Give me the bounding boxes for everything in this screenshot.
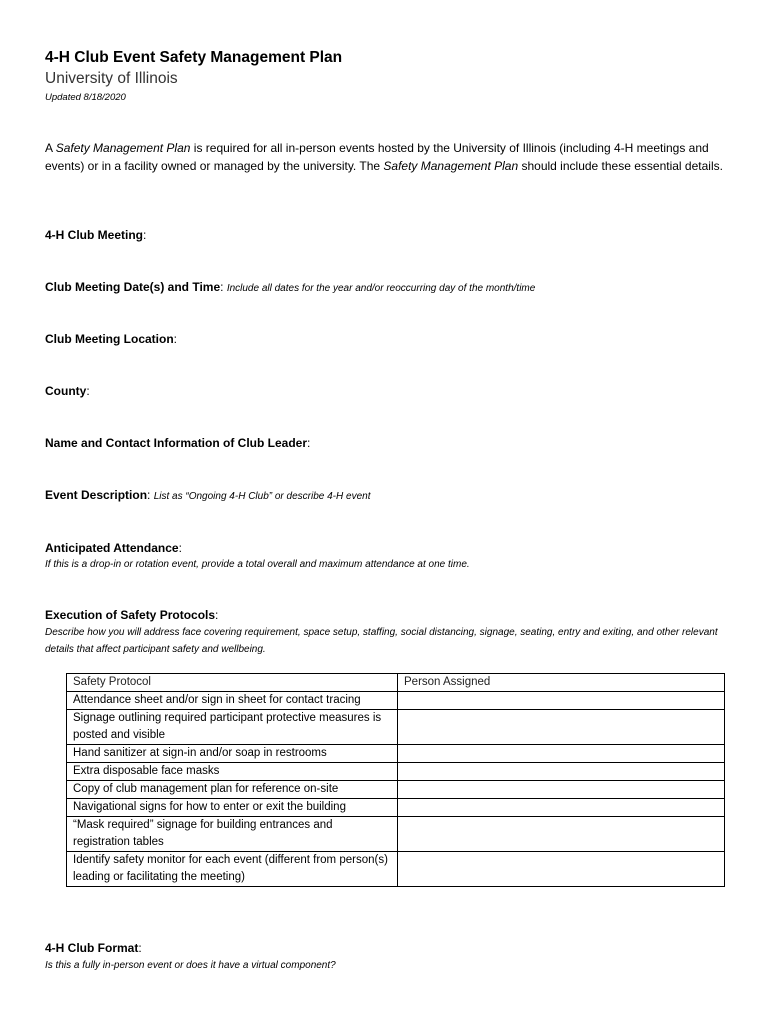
- intro-text-1: A: [45, 141, 56, 155]
- person-assigned-cell[interactable]: [398, 817, 725, 852]
- intro-paragraph: [45, 139, 735, 175]
- attendance-field: Anticipated Attendance:: [45, 541, 182, 555]
- attendance-label: Anticipated Attendance: [45, 541, 179, 555]
- person-assigned-cell[interactable]: [398, 852, 725, 887]
- protocol-cell: Copy of club management plan for reference on-site: [67, 781, 398, 799]
- execution-label: Execution of Safety Protocols: [45, 608, 216, 622]
- table-row: [67, 781, 725, 799]
- table-row: [67, 763, 725, 781]
- club-format-hint: Is this a fully in-person event or does it have a virtual component?: [45, 960, 336, 971]
- table-row: [67, 817, 725, 852]
- person-assigned-cell[interactable]: [398, 745, 725, 763]
- meeting-dates-label: Club Meeting Date(s) and Time: [45, 280, 221, 294]
- intro-text-3: should include these essential details.: [518, 159, 723, 173]
- intro-emphasis-2: Safety Management Plan: [383, 159, 519, 173]
- person-assigned-cell[interactable]: [398, 710, 725, 745]
- protocol-cell: “Mask required” signage for building entrances and registration tables: [67, 817, 398, 852]
- table-row: [67, 745, 725, 763]
- person-assigned-cell[interactable]: [398, 781, 725, 799]
- club-meeting-label: 4-H Club Meeting: [45, 228, 143, 242]
- person-assigned-cell[interactable]: [398, 763, 725, 781]
- protocol-cell: Signage outlining required participant protective measures is posted and visible: [67, 710, 398, 745]
- meeting-location-field: Club Meeting Location:: [45, 332, 178, 346]
- execution-hint: Describe how you will address face covering requirement, space setup, staffing, social distancing, signage, seating, entry and exiting, and other relevant details that affect participant safety and wellbeing.: [45, 627, 718, 655]
- protocol-cell: Attendance sheet and/or sign in sheet for contact tracing: [67, 692, 398, 710]
- meeting-dates-field: Club Meeting Date(s) and Time: Include all dates for the year and/or reoccurring day of the month/time: [45, 280, 536, 294]
- attendance-hint: If this is a drop-in or rotation event, provide a total overall and maximum attendance at one time.: [45, 559, 470, 570]
- table-row: [67, 799, 725, 817]
- county-field: County:: [45, 384, 90, 398]
- protocol-cell: Identify safety monitor for each event (different from person(s) leading or facilitating the meeting): [67, 852, 398, 887]
- header-person-assigned: Person Assigned: [398, 674, 725, 692]
- table-row: [67, 852, 725, 887]
- leader-contact-field: Name and Contact Information of Club Leader:: [45, 436, 311, 450]
- protocol-cell: Extra disposable face masks: [67, 763, 398, 781]
- event-description-field: Event Description: List as “Ongoing 4-H Club” or describe 4-H event: [45, 488, 371, 502]
- club-format-label: 4-H Club Format: [45, 941, 139, 955]
- person-assigned-cell[interactable]: [398, 692, 725, 710]
- protocol-cell: Hand sanitizer at sign-in and/or soap in restrooms: [67, 745, 398, 763]
- header-safety-protocol: Safety Protocol: [67, 674, 398, 692]
- table-row: [67, 710, 725, 745]
- document-title: 4-H Club Event Safety Management Plan: [45, 49, 343, 66]
- intro-text-2: is required for all in-person events hosted by the University of Illinois (including 4-H meetings and events) or in a facility owned or managed by the university. The: [45, 141, 709, 173]
- meeting-location-label: Club Meeting Location: [45, 332, 174, 346]
- execution-field: Execution of Safety Protocols:: [45, 608, 219, 622]
- protocol-cell: Navigational signs for how to enter or exit the building: [67, 799, 398, 817]
- table-row: [67, 692, 725, 710]
- safety-protocol-table: [66, 673, 725, 887]
- event-description-hint: List as “Ongoing 4-H Club” or describe 4-H event: [153, 491, 371, 502]
- county-label: County: [45, 384, 87, 398]
- updated-date: Updated 8/18/2020: [45, 92, 126, 103]
- intro-emphasis-1: Safety Management Plan: [55, 141, 191, 155]
- person-assigned-cell[interactable]: [398, 799, 725, 817]
- table-header-row: [67, 674, 725, 692]
- club-meeting-field: 4-H Club Meeting:: [45, 228, 147, 242]
- event-description-label: Event Description: [45, 488, 148, 502]
- leader-contact-label: Name and Contact Information of Club Leader: [45, 436, 308, 450]
- club-format-field: 4-H Club Format:: [45, 941, 142, 955]
- document-subtitle: University of Illinois: [45, 70, 178, 87]
- meeting-dates-hint: Include all dates for the year and/or reoccurring day of the month/time: [226, 283, 536, 294]
